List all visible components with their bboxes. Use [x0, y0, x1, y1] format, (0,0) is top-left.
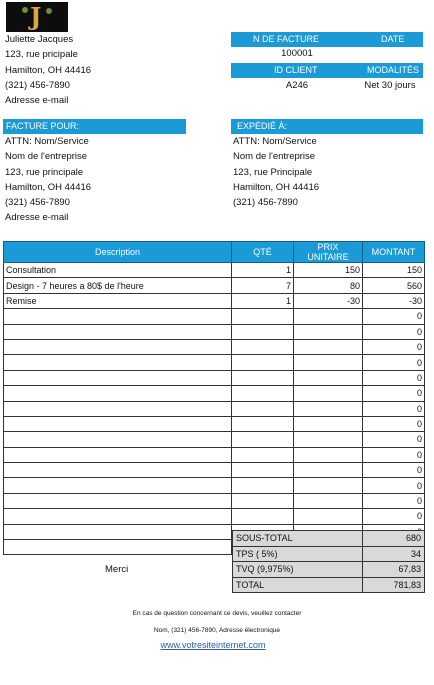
item-description: [4, 493, 232, 508]
terms-value: Net 30 jours: [364, 80, 416, 91]
invoice-meta-header: [231, 32, 423, 47]
sender-email: Adresse e-mail: [5, 95, 69, 106]
item-unit-price: [294, 478, 363, 493]
totals-table: [232, 530, 425, 593]
item-description: [4, 324, 232, 339]
item-qty: [232, 478, 294, 493]
bill-to-line: Adresse e-mail: [5, 212, 69, 223]
table-row: [4, 278, 425, 293]
item-amount: 0: [363, 355, 425, 370]
item-unit-price: [294, 447, 363, 462]
item-amount: 0: [363, 324, 425, 339]
table-row: [4, 432, 425, 447]
item-qty: 1: [232, 293, 294, 308]
table-row: [4, 386, 425, 401]
totals-value: 67,83: [363, 562, 425, 578]
item-description: Remise: [4, 293, 232, 308]
company-logo: [6, 2, 68, 32]
item-amount: 0: [363, 509, 425, 524]
item-unit-price: [294, 324, 363, 339]
item-qty: 1: [232, 263, 294, 278]
item-description: [4, 309, 232, 324]
item-description: [4, 478, 232, 493]
item-amount: 560: [363, 278, 425, 293]
ship-to-line: 123, rue Principale: [233, 167, 313, 178]
item-qty: [232, 401, 294, 416]
col-header-amount: MONTANT: [363, 242, 425, 263]
client-id-value: A246: [285, 80, 309, 91]
totals-label: TOTAL: [233, 577, 363, 593]
totals-row: [233, 546, 425, 562]
ship-to-header: [231, 119, 423, 134]
items-table: [3, 241, 425, 555]
item-amount: 0: [363, 309, 425, 324]
table-row: [4, 339, 425, 354]
totals-label: TPS ( 5%): [233, 546, 363, 562]
item-unit-price: [294, 463, 363, 478]
table-row: [4, 401, 425, 416]
bill-to-line: (321) 456-7890: [5, 197, 70, 208]
totals-row: [233, 562, 425, 578]
invoice-date-label: DATE: [381, 34, 405, 44]
invoice-number-label: N DE FACTURE: [253, 34, 320, 44]
item-description: [4, 355, 232, 370]
item-qty: [232, 309, 294, 324]
item-description: Consultation: [4, 263, 232, 278]
table-row: [4, 493, 425, 508]
item-qty: [232, 355, 294, 370]
terms-label: MODALITÉS: [367, 65, 420, 75]
item-amount: 0: [363, 463, 425, 478]
sender-phone: (321) 456-7890: [5, 80, 70, 91]
item-description: [4, 509, 232, 524]
table-row: [4, 463, 425, 478]
totals-label: SOUS-TOTAL: [233, 531, 363, 547]
item-qty: 7: [232, 278, 294, 293]
table-row: [4, 447, 425, 462]
item-unit-price: [294, 355, 363, 370]
bill-to-header: [3, 119, 186, 134]
logo-leaf-icon: [22, 7, 28, 13]
footer-contact-details: Nom, (321) 456-7890, Adresse électronique: [153, 627, 281, 634]
bill-to-header-label: FACTURE POUR:: [6, 121, 80, 131]
col-header-unit-price: PRIX UNITAIRE: [294, 242, 363, 263]
bill-to-line: Hamilton, OH 44416: [5, 182, 92, 193]
item-description: [4, 370, 232, 385]
item-amount: 0: [363, 493, 425, 508]
item-qty: [232, 324, 294, 339]
totals-row: [233, 577, 425, 593]
item-description: [4, 463, 232, 478]
item-amount: 0: [363, 416, 425, 431]
item-amount: 0: [363, 447, 425, 462]
thank-you-note: Merci: [105, 564, 129, 575]
footer-contact-line: En cas de question concernant ce devis, veuillez contacter: [132, 610, 302, 617]
ship-to-header-label: EXPÉDIÉ À:: [237, 121, 288, 131]
item-qty: [232, 432, 294, 447]
bill-to-line: ATTN: Nom/Service: [5, 136, 89, 147]
item-qty: [232, 463, 294, 478]
item-qty: [232, 339, 294, 354]
item-description: Design - 7 heures a 80$ de l'heure: [4, 278, 232, 293]
item-description: [4, 339, 232, 354]
ship-to-line: Nom de l'entreprise: [233, 151, 316, 162]
item-qty: [232, 509, 294, 524]
item-unit-price: [294, 509, 363, 524]
table-row: [4, 293, 425, 308]
item-unit-price: -30: [294, 293, 363, 308]
table-row: [4, 309, 425, 324]
item-qty: [232, 447, 294, 462]
item-amount: 150: [363, 263, 425, 278]
ship-to-line: Hamilton, OH 44416: [233, 182, 320, 193]
totals-value: 34: [363, 546, 425, 562]
item-amount: 0: [363, 386, 425, 401]
table-row: [4, 416, 425, 431]
totals-value: 781,83: [363, 577, 425, 593]
item-unit-price: 150: [294, 263, 363, 278]
item-unit-price: [294, 432, 363, 447]
item-description: [4, 416, 232, 431]
logo-leaf-icon: [46, 8, 52, 14]
sender-name: Juliette Jacques: [5, 34, 74, 45]
item-amount: 0: [363, 339, 425, 354]
col-header-description: Description: [4, 242, 232, 263]
totals-value: 680: [363, 531, 425, 547]
item-unit-price: [294, 370, 363, 385]
table-row: [4, 355, 425, 370]
footer-website-link[interactable]: www.votresiteinternet.com: [160, 640, 266, 650]
bill-to-line: 123, rue principale: [5, 167, 84, 178]
table-row: [4, 370, 425, 385]
item-qty: [232, 370, 294, 385]
item-qty: [232, 416, 294, 431]
item-unit-price: 80: [294, 278, 363, 293]
item-description: [4, 401, 232, 416]
item-unit-price: [294, 309, 363, 324]
item-description: [4, 432, 232, 447]
item-qty: [232, 386, 294, 401]
items-table-header: [4, 242, 425, 263]
item-unit-price: [294, 386, 363, 401]
item-amount: 0: [363, 401, 425, 416]
totals-label: TVQ (9,975%): [233, 562, 363, 578]
bill-to-line: Nom de l'entreprise: [5, 151, 88, 162]
invoice-number-value: 100001: [281, 48, 313, 59]
logo-letter-j-icon: J: [30, 2, 42, 31]
item-description: [4, 524, 232, 539]
item-amount: 0: [363, 478, 425, 493]
totals-row: [233, 531, 425, 547]
client-meta-header: [231, 63, 423, 78]
item-unit-price: [294, 339, 363, 354]
table-row: [4, 509, 425, 524]
item-amount: 0: [363, 370, 425, 385]
item-amount: -30: [363, 293, 425, 308]
item-qty: [232, 493, 294, 508]
item-description: [4, 540, 232, 555]
table-row: [4, 263, 425, 278]
table-row: [4, 478, 425, 493]
client-id-label: ID CLIENT: [274, 65, 318, 75]
item-unit-price: [294, 493, 363, 508]
ship-to-line: ATTN: Nom/Service: [233, 136, 317, 147]
table-row: [4, 324, 425, 339]
sender-street: 123, rue pricipale: [5, 49, 78, 60]
item-unit-price: [294, 416, 363, 431]
item-amount: 0: [363, 432, 425, 447]
sender-city: Hamilton, OH 44416: [5, 65, 92, 76]
col-header-qty: QTÉ: [232, 242, 294, 263]
ship-to-line: (321) 456-7890: [233, 197, 298, 208]
item-unit-price: [294, 401, 363, 416]
item-description: [4, 386, 232, 401]
item-description: [4, 447, 232, 462]
